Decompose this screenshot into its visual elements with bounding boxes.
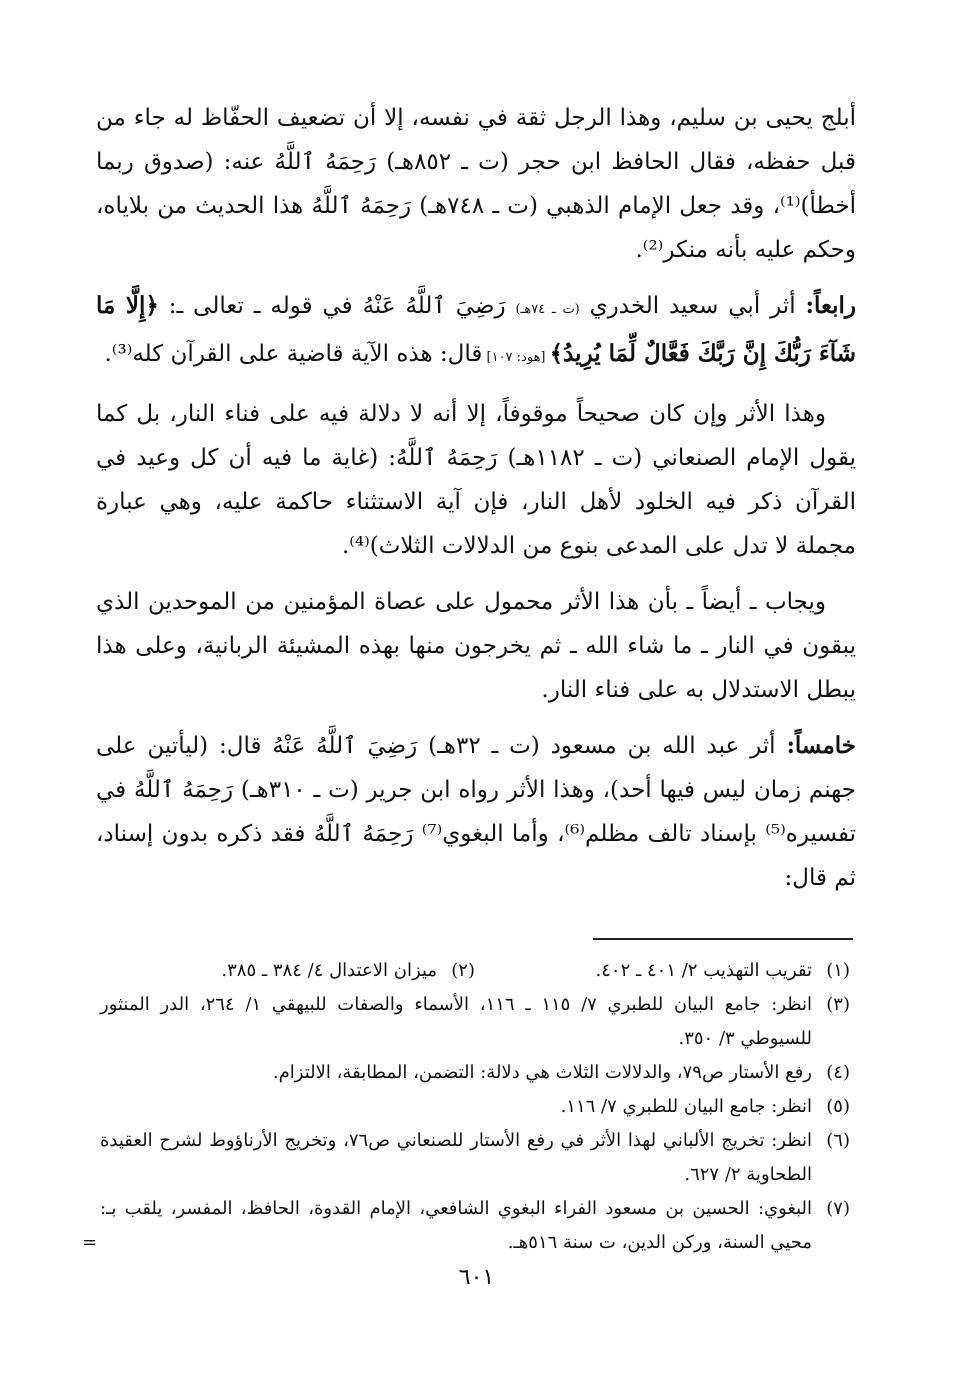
footnote-number: (٦) [826, 1130, 850, 1151]
paragraph-2-date: (ت ـ ٧٤هـ) [515, 302, 580, 317]
footnote-number: (٤) [826, 1062, 850, 1083]
paragraph-2-text-a: أثر أبي سعيد الخدري [579, 293, 806, 319]
paragraph-2-text-c: قال: هذه الآية قاضية على القرآن كله⁽³⁾. [104, 341, 483, 367]
footnotes [100, 954, 850, 1260]
quran-verse: ﴿إِلَّا مَا شَآءَ رَبُّكَ إِنَّ رَبَّكَ فَعَّالٌ لِّمَا يُرِيدُ﴾ [96, 292, 856, 367]
footnote-row-1-2 [100, 954, 850, 988]
paragraph-3: وهذا الأثر وإن كان صحيحاً موقوفاً، إلا أنه لا دلالة فيه على فناء النار، بل كما يقول الإمام الصنعاني (ت ـ ١١٨٢هـ) رَحِمَهُ ٱللَّهُ: (غاية ما فيه أن كل وعيد في القرآن ذكر فيه الخلود لأهل النار، فإن آية الاستثناء حاكمة عليه، وهي عبارة مجملة لا تدل على المدعى بنوع من الدلالات الثلاث)⁽⁴⁾. [96, 401, 856, 559]
paragraph-5-heading: خامساً: [786, 732, 856, 759]
footnote-text: انظر: جامع البيان للطبري ٧/ ١١٦. [560, 1096, 812, 1117]
paragraph-1: أبلج يحيى بن سليم، وهذا الرجل ثقة في نفسه، إلا أن تضعيف الحفّاظ له جاء من قبل حفظه، فقال الحافظ ابن حجر (ت ـ ٨٥٢هـ) رَحِمَهُ ٱللَّهُ عنه: (صدوق ربما أخطأ)⁽¹⁾، وقد جعل الإمام الذهبي (ت ـ ٧٤٨هـ) رَحِمَهُ ٱللَّهُ هذا الحديث من بلاياه، وحكم عليه بأنه منكر⁽²⁾. [96, 105, 856, 263]
verse-reference: [هود: ١٠٧] [482, 350, 550, 365]
paragraph-5-text: أثر عبد الله بن مسعود (ت ـ ٣٢هـ) رَضِيَ ٱللَّهُ عَنْهُ قال: (ليأتين على جهنم زمان ليس فيها أحد)، وهذا الأثر رواه ابن جرير (ت ـ ٣١٠هـ) رَحِمَهُ ٱللَّهُ في تفسيره⁽⁵⁾ بإسناد تالف مظلم⁽⁶⁾، وأما البغوي⁽⁷⁾ رَحِمَهُ ٱللَّهُ فقد ذكره بدون إسناد، ثم قال: [96, 733, 857, 891]
paragraph-2-heading: رابعاً: [805, 292, 856, 319]
paragraph-4: ويجاب ـ أيضاً ـ بأن هذا الأثر محمول على عصاة المؤمنين من الموحدين الذي يبقون في النار ـ ما شاء الله ـ ثم يخرجون منها بهذه المشيئة الربانية، وعلى هذا يبطل الاستدلال به على فناء النار. [96, 589, 856, 703]
footnote-6 [100, 1124, 850, 1192]
footnote-text: رفع الأستار ص٧٩، والدلالات الثلاث هي دلالة: التضمن، المطابقة، الالتزام. [272, 1062, 812, 1083]
footnote-divider [593, 938, 853, 940]
footnote-text: انظر: تخريج الألباني لهذا الأثر في رفع الأستار للصنعاني ص٧٦، وتخريج الأرناؤوط لشرح العقيدة الطحاوية ٢/ ٦٢٧. [100, 1130, 812, 1185]
paragraph-2-text-b: رَضِيَ ٱللَّهُ عَنْهُ في قوله ـ تعالى ـ: [158, 293, 516, 319]
footnote-text: تقريب التهذيب ٢/ ٤٠١ ـ ٤٠٢. [595, 960, 812, 981]
footnote-2 [100, 954, 475, 988]
paragraph-2 [96, 284, 856, 380]
footnote-7 [100, 1192, 850, 1260]
footnote-1 [475, 954, 850, 988]
footnote-4 [100, 1056, 850, 1090]
footnote-5 [100, 1090, 850, 1124]
footnote-number: (٧) [826, 1198, 850, 1219]
footnote-number: (١) [826, 960, 850, 981]
footnote-text: ميزان الاعتدال ٤/ ٣٨٤ ـ ٣٨٥. [221, 960, 437, 981]
page-number: ٦٠١ [458, 1265, 495, 1290]
paragraph-5 [96, 724, 856, 900]
footnote-3 [100, 988, 850, 1056]
footnote-number: (٥) [826, 1096, 850, 1117]
main-text [96, 96, 856, 912]
footnote-number: (٢) [451, 960, 475, 981]
footnote-number: (٣) [826, 994, 850, 1015]
footnote-text: انظر: جامع البيان للطبري ٧/ ١١٥ ـ ١١٦، الأسماء والصفات للبيهقي ١/ ٢٦٤، الدر المنثور للسيوطي ٣/ ٣٥٠. [100, 994, 813, 1049]
continuation-mark: = [82, 1232, 98, 1253]
footnote-text: البغوي: الحسين بن مسعود الفراء البغوي الشافعي، الإمام القدوة، الحافظ، المفسر، يلقب بـ: محيي السنة، وركن الدين، ت سنة ٥١٦هـ. [100, 1198, 812, 1253]
